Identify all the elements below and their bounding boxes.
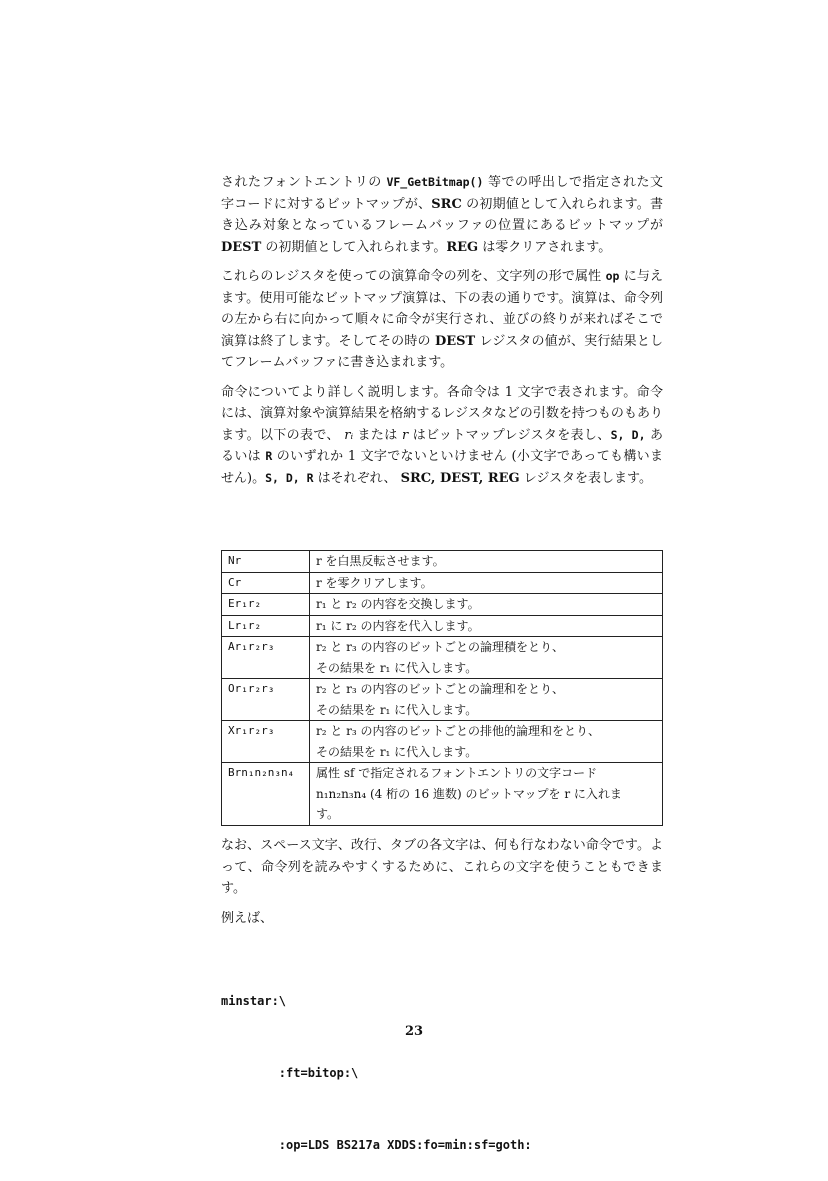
table-row (222, 679, 663, 721)
inline-code: R (265, 449, 273, 463)
text: または (353, 427, 403, 443)
text: されたフォントエントリの (221, 175, 387, 190)
operation-table (221, 550, 663, 826)
register-name: DEST (434, 333, 476, 349)
text: のいずれか 1 文字でないといけません (小文字であっても構いません)。 (221, 449, 663, 486)
paragraph-4: なお、スペース文字、改行、タブの各文字は、何も行なわない命令です。よって、命令列を読みやすくするために、これらの文字を使うこともできます。 (221, 838, 663, 896)
paragraph-2 (221, 266, 663, 374)
paragraph-1 (221, 172, 663, 258)
description-cell: r を白黒反転させます。 (310, 551, 663, 573)
inline-code: S, D, R (265, 470, 314, 485)
text: 命令についてより詳しく説明します。各命令は 1 文字で表されます。命令には、演算対象や演算結果を格納するレジスタなどの引数を持つものもあります。以下の表で、 (221, 384, 663, 443)
table-row (222, 615, 663, 637)
description-cell: r を零クリアします。 (310, 572, 663, 594)
text: は零クリアされます。 (478, 239, 612, 255)
desc-line: その結果を r₁ に代入します。 (316, 702, 478, 717)
text: の初期値として入れられます。書き込み対象となっているフレームバッファの位置にあるビットマップが (221, 196, 663, 233)
code-line: minstar:\ (221, 994, 287, 1008)
desc-line: r₂ と r₃ の内容のビットごとの論理積をとり、 (316, 640, 565, 654)
page-number: 23 (404, 1024, 424, 1039)
inline-code: op (605, 269, 620, 283)
register-name: DEST (221, 239, 262, 255)
text: 等での呼出しで指定された文字コードに対するビットマップが、 (221, 175, 663, 212)
description-cell (310, 637, 663, 679)
register-name: REG (446, 239, 479, 255)
description-cell: r₁ に r₂ の内容を代入します。 (310, 615, 663, 637)
desc-line: 属性 sf で指定されるフォントエントリの文字コード (316, 766, 598, 780)
math-var: r (402, 427, 409, 443)
paragraph-3 (221, 382, 663, 490)
command-cell: Cr (222, 572, 310, 594)
inline-code: S, D, (610, 427, 646, 442)
desc-line: r₂ と r₃ の内容のビットごとの排他的論理和をとり、 (316, 724, 601, 738)
desc-line: す。 (316, 807, 340, 821)
command-cell: Xr₁r₂r₃ (222, 721, 310, 763)
desc-line: その結果を r₁ に代入します。 (316, 744, 478, 759)
math-var: rᵢ (344, 427, 354, 443)
text: レジスタの値が、実行結果としてフレームバッファに書き込まれます。 (221, 333, 664, 370)
table-row (222, 721, 663, 763)
desc-line: n₁n₂n₃n₄ (4 桁の 16 進数) のビットマップを r に入れま (316, 786, 622, 801)
desc-line: r₂ と r₃ の内容のビットごとの論理和をとり、 (316, 682, 565, 696)
code-line: :op=LDS BS217a XDDS:fo=min:sf=goth: (221, 1138, 532, 1152)
command-cell: Ar₁r₂r₃ (222, 637, 310, 679)
register-names: SRC, DEST, REG (400, 470, 520, 486)
command-cell: Or₁r₂r₃ (222, 679, 310, 721)
text: これらのレジスタを使っての演算命令の列を、文字列の形で属性 (221, 269, 606, 284)
text: の初期値として入れられます。 (261, 239, 447, 255)
text: はそれぞれ、 (313, 470, 401, 486)
description-cell (310, 679, 663, 721)
after-table-text (221, 835, 663, 937)
table-row (222, 763, 663, 826)
description-cell (310, 721, 663, 763)
description-cell: r₁ と r₂ の内容を交換します。 (310, 594, 663, 616)
table-row (222, 572, 663, 594)
description-cell (310, 763, 663, 826)
code-line: :ft=bitop:\ (221, 1066, 359, 1080)
command-cell: Brn₁n₂n₃n₄ (222, 763, 310, 826)
command-cell: Nr (222, 551, 310, 573)
desc-line: その結果を r₁ に代入します。 (316, 660, 478, 675)
code-block (221, 941, 532, 1181)
paragraph-5: 例えば、 (221, 910, 274, 926)
text: あるいは (221, 427, 664, 464)
table-row (222, 637, 663, 679)
command-cell: Er₁r₂ (222, 594, 310, 616)
table-row (222, 551, 663, 573)
register-name: SRC (431, 196, 462, 212)
text: レジスタを表します。 (519, 470, 653, 486)
text: はビットマップレジスタを表し、 (408, 427, 611, 443)
text: に与えます。使用可能なビットマップ演算は、下の表の通りです。演算は、命令列の左から右に向かって順々に命令が実行され、並びの終りが来ればそこで演算は終了します。そしてその時の (221, 269, 664, 349)
body-text (221, 172, 663, 497)
command-cell: Lr₁r₂ (222, 615, 310, 637)
table-row (222, 594, 663, 616)
inline-code: VF_GetBitmap() (386, 175, 484, 189)
